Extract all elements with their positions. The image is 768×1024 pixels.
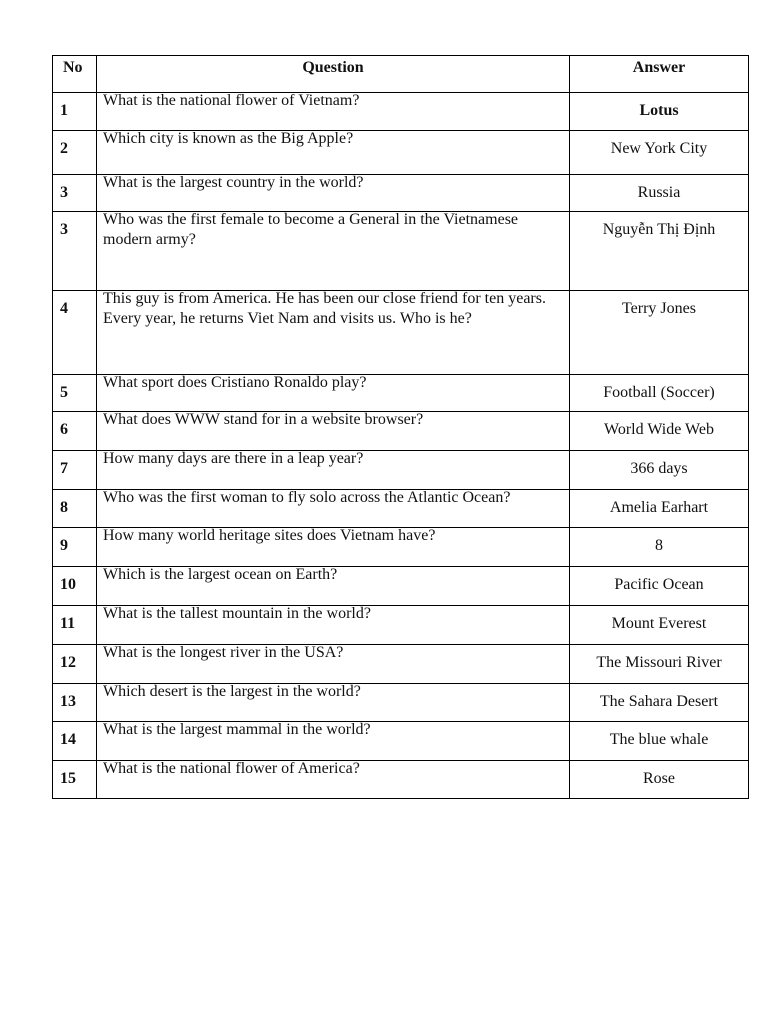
row-number: 3 xyxy=(53,212,97,291)
answer-cell: Nguyễn Thị Định xyxy=(570,212,749,291)
question-cell xyxy=(97,175,570,212)
question-cell xyxy=(97,761,570,799)
quiz-table xyxy=(52,55,749,799)
answer-cell: Russia xyxy=(570,175,749,212)
table-row xyxy=(53,212,749,291)
table-row xyxy=(53,567,749,606)
table-row xyxy=(53,131,749,175)
question-cell xyxy=(97,722,570,761)
question-cell xyxy=(97,412,570,451)
answer-cell: The blue whale xyxy=(570,722,749,761)
table-row xyxy=(53,761,749,799)
answer-cell: New York City xyxy=(570,131,749,175)
table-row xyxy=(53,451,749,490)
question-cell xyxy=(97,131,570,175)
table-row xyxy=(53,645,749,684)
question-text: Which city is known as the Big Apple? xyxy=(103,130,354,147)
question-text: How many days are there in a leap year? xyxy=(103,450,364,467)
question-cell xyxy=(97,291,570,375)
table-row xyxy=(53,722,749,761)
answer-cell: 8 xyxy=(570,528,749,567)
question-cell xyxy=(97,375,570,412)
question-text: What does WWW stand for in a website browser? xyxy=(103,411,424,428)
answer-cell: The Missouri River xyxy=(570,645,749,684)
table-row xyxy=(53,375,749,412)
question-text: Who was the first female to become a General in the Vietnamese modern army? xyxy=(103,211,519,248)
answer-cell: Amelia Earhart xyxy=(570,490,749,528)
header-answer: Answer xyxy=(570,56,749,93)
table-row xyxy=(53,684,749,722)
row-number: 13 xyxy=(53,684,97,722)
answer-cell: Pacific Ocean xyxy=(570,567,749,606)
header-question: Question xyxy=(97,56,570,93)
question-cell xyxy=(97,567,570,606)
question-text: What is the national flower of America? xyxy=(103,760,360,777)
question-text: What is the tallest mountain in the world? xyxy=(103,605,371,622)
row-number: 7 xyxy=(53,451,97,490)
table-row xyxy=(53,490,749,528)
question-cell xyxy=(97,645,570,684)
question-cell xyxy=(97,212,570,291)
question-text: Which desert is the largest in the world? xyxy=(103,683,361,700)
table-row xyxy=(53,606,749,645)
row-number: 2 xyxy=(53,131,97,175)
row-number: 3 xyxy=(53,175,97,212)
question-text: What sport does Cristiano Ronaldo play? xyxy=(103,374,367,391)
question-cell xyxy=(97,606,570,645)
table-row xyxy=(53,291,749,375)
answer-cell: 366 days xyxy=(570,451,749,490)
question-text: What is the national flower of Vietnam? xyxy=(103,92,360,109)
question-text: This guy is from America. He has been our close friend for ten years. Every year, he returns Viet Nam and visits us. Who is he? xyxy=(103,290,546,327)
question-cell xyxy=(97,528,570,567)
header-row xyxy=(53,56,749,93)
question-cell xyxy=(97,490,570,528)
row-number: 15 xyxy=(53,761,97,799)
question-cell xyxy=(97,93,570,131)
answer-cell: Rose xyxy=(570,761,749,799)
answer-cell: Football (Soccer) xyxy=(570,375,749,412)
answer-cell: Terry Jones xyxy=(570,291,749,375)
row-number: 6 xyxy=(53,412,97,451)
row-number: 10 xyxy=(53,567,97,606)
question-text: What is the longest river in the USA? xyxy=(103,644,344,661)
question-text: What is the largest mammal in the world? xyxy=(103,721,371,738)
row-number: 5 xyxy=(53,375,97,412)
table-row xyxy=(53,528,749,567)
row-number: 12 xyxy=(53,645,97,684)
table-row xyxy=(53,175,749,212)
question-text: How many world heritage sites does Vietnam have? xyxy=(103,527,436,544)
answer-cell: Lotus xyxy=(570,93,749,131)
row-number: 1 xyxy=(53,93,97,131)
table-row xyxy=(53,412,749,451)
header-no: No xyxy=(53,56,97,93)
row-number: 14 xyxy=(53,722,97,761)
row-number: 11 xyxy=(53,606,97,645)
question-cell xyxy=(97,684,570,722)
table-row xyxy=(53,93,749,131)
question-text: What is the largest country in the world? xyxy=(103,174,364,191)
question-cell xyxy=(97,451,570,490)
answer-cell: Mount Everest xyxy=(570,606,749,645)
question-text: Who was the first woman to fly solo across the Atlantic Ocean? xyxy=(103,489,511,506)
row-number: 4 xyxy=(53,291,97,375)
answer-cell: World Wide Web xyxy=(570,412,749,451)
row-number: 9 xyxy=(53,528,97,567)
row-number: 8 xyxy=(53,490,97,528)
answer-cell: The Sahara Desert xyxy=(570,684,749,722)
question-text: Which is the largest ocean on Earth? xyxy=(103,566,338,583)
